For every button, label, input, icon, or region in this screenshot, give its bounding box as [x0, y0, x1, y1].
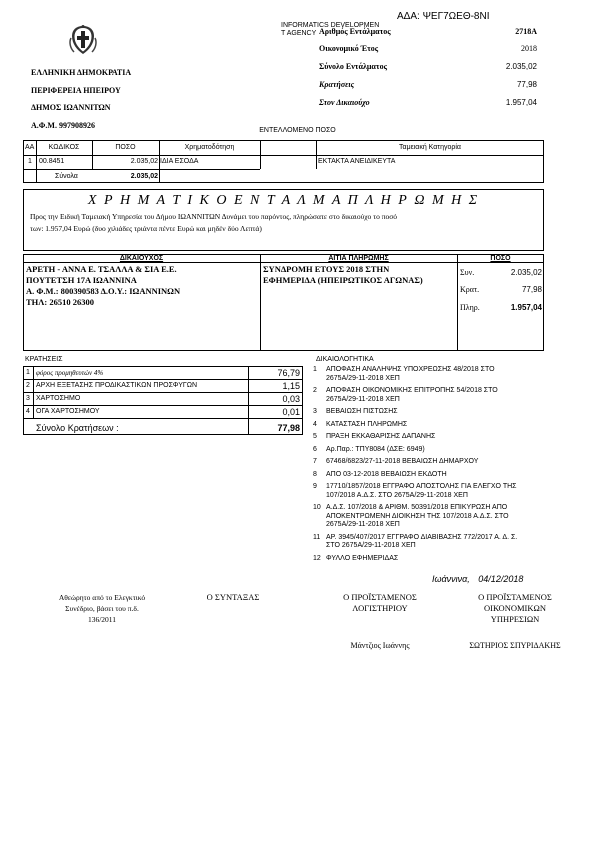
item-line: 17710/1857/2018 ΕΓΓΡΑΦΟ ΑΠΟΣΤΟΛΗΣ ΓΙΑ ΕΛΕΓΧΟ ΤΗΣ: [326, 483, 517, 490]
list-item: [313, 421, 553, 430]
list-item: [313, 433, 553, 442]
beneficiary-tax-id: Α. Φ.Μ.: 800390583 Δ.Ο.Υ.: ΙΩΑΝΝΙΝΩΝ: [26, 286, 181, 296]
item-number: 9: [313, 483, 317, 490]
item-number: 3: [313, 408, 317, 415]
beneficiary-name: ΑΡΕΤΗ - ΑΝΝΑ Ε. ΤΣΑΛΛΑ & ΣΙΑ Ε.Ε.: [26, 264, 177, 274]
place-label: Ιωάννινα,: [432, 574, 470, 584]
item-number: 2: [313, 387, 317, 394]
item-number: 11: [313, 533, 321, 541]
item-number: 8: [313, 470, 317, 478]
item-number: 10: [313, 504, 321, 511]
audit-line: Αθεώρητο από το Ελεγκτικό: [58, 593, 146, 602]
summary-label: Κρατήσεις: [319, 80, 355, 89]
summary-label: Αριθμός Εντάλματος: [319, 27, 391, 36]
cause-details: [263, 264, 423, 286]
row-funding: ΙΔΙΑ ΕΣΟΔΑ: [160, 158, 199, 165]
item-line: Αρ.Παρ.: ΤΠΥ8084 (ΔΣΕ: 6949): [326, 445, 425, 453]
list-item: [313, 504, 553, 530]
deduction-value: 76,79: [277, 368, 300, 378]
list-item: [313, 387, 553, 404]
summary-row: [319, 27, 537, 44]
beneficiary-details: [26, 264, 180, 308]
header-code: ΚΩΔΙΚΟΣ: [48, 144, 80, 151]
summary-label: Οικονομικό Έτος: [319, 44, 379, 53]
table-divider: [33, 366, 34, 418]
row-category: ΕΚΤΑΚΤΑ ΑΝΕΙΔΙΚΕΥΤΑ: [318, 158, 396, 165]
item-line: ΦΥΛΛΟ ΕΦΗΜΕΡΙΔΑΣ: [326, 554, 399, 562]
total-label: Σύνολα: [55, 173, 78, 180]
beneficiary-header: ΔΙΚΑΙΟΥΧΟΣ: [119, 255, 164, 262]
header-aa: ΑΑ: [25, 144, 35, 151]
summary-row: [319, 80, 537, 98]
deductions-total-label: Σύνολο Κρατήσεων :: [36, 423, 119, 433]
deduction-value: 1,15: [282, 381, 300, 391]
list-item: [313, 366, 553, 383]
item-number: 1: [313, 366, 317, 373]
stamp-line-1: INFORMATICS DEVELOPMEN: [281, 22, 380, 29]
payment-order-text-2: των: 1.957,04 Ευρώ (δυο χιλιάδες τριάντα πέντε Ευρώ και μηδέν δύο Λεπτά): [30, 224, 262, 233]
signature-title: ΟΙΚΟΝΟΜΙΚΩΝ: [484, 603, 546, 613]
accounting-head-signature: [310, 592, 450, 614]
ada-code: ΑΔΑ: ΨΕΓ7ΩΕΘ-8ΝΙ: [397, 11, 490, 22]
deduction-number: 3: [26, 395, 30, 402]
item-number: 4: [313, 420, 317, 428]
engagement-caption: ΕΝΤΕΛΛΟΜΕΝΟ ΠΟΣΟ: [259, 127, 336, 134]
amount-row: [460, 303, 542, 321]
amount-label: Πληρ.: [460, 303, 480, 312]
row-aa: 1: [28, 158, 32, 165]
table-divider: [23, 392, 303, 393]
item-line: ΒΕΒΑΙΩΣΗ ΠΙΣΤΩΣΗΣ: [326, 408, 398, 415]
signature-title: ΥΠΗΡΕΣΙΩΝ: [490, 614, 540, 624]
cause-header: ΑΙΤΙΑ ΠΛΗΡΩΜΗΣ: [328, 255, 389, 262]
row-code: 00.8451: [39, 158, 65, 165]
table-divider: [23, 262, 544, 263]
deduction-number: 1: [26, 369, 30, 376]
item-line: ΑΡ. 3945/407/2017 ΕΓΓΡΑΦΟ ΔΙΑΒΙΒΑΣΗΣ 772/2017 Α. Δ. Σ.: [326, 533, 518, 541]
audit-line: 136/2011: [87, 615, 117, 624]
deduction-label: ΑΡΧΗ ΕΞΕΤΑΣΗΣ ΠΡΟΔΙΚΑΣΤΙΚΩΝ ΠΡΟΣΦΥΓΩΝ: [36, 382, 198, 389]
accounting-head-name: Μάντζιος Ιωάννης: [350, 641, 410, 650]
summary-label: Σύνολο Εντάλματος: [319, 62, 387, 71]
issuer-line-3: ΔΗΜΟΣ ΙΩΑΝΝΙΤΩΝ: [31, 103, 111, 112]
summary-row: [319, 98, 537, 116]
header-funding: Χρηματοδότηση: [184, 144, 235, 151]
summary-value: 77,98: [516, 80, 537, 89]
place-date: [432, 574, 523, 584]
stamp-line-2: T AGENCY: [281, 30, 317, 37]
issue-date: 04/12/2018: [478, 574, 524, 584]
item-line: ΑΠΟΦΑΣΗ ΑΝΑΛΗΨΗΣ ΥΠΟΧΡΕΩΣΗΣ 48/2018 ΣΤΟ: [326, 366, 495, 373]
deduction-label: ΧΑΡΤΟΣΗΜΟ: [36, 395, 81, 402]
amount-row: [460, 285, 542, 303]
list-item: [313, 555, 553, 564]
summary-value: 2018: [521, 44, 537, 53]
item-number: 6: [313, 445, 317, 453]
beneficiary-address: ΠΟΥΤΕΤΣΗ 17Α ΙΩΑΝΝΙΝΑ: [26, 275, 137, 285]
issuer-block: [31, 64, 131, 134]
amount-value: 2.035,02: [510, 268, 542, 277]
signature-title: Ο ΠΡΟΪΣΤΑΜΕΝΟΣ: [478, 592, 552, 602]
header-amount: ΠΟΣΟ: [115, 144, 136, 151]
payment-order-text-1: Προς την Ειδική Ταμειακή Υπηρεσία του Δήμου ΙΩΑΝΝΙΤΩΝ Δυνάμει του παρόντος, πληρώσατε στο δικαιούχο το ποσό: [30, 212, 398, 221]
list-item: [313, 458, 553, 467]
list-item: [313, 483, 553, 500]
item-line: 2675Α/29-11-2018 ΧΕΠ: [326, 395, 400, 403]
deductions-caption: ΚΡΑΤΗΣΕΙΣ: [25, 356, 63, 363]
table-divider: [23, 379, 303, 380]
issuer-line-2: ΠΕΡΙΦΕΡΕΙΑ ΗΠΕΙΡΟΥ: [31, 85, 121, 95]
amount-row: [460, 268, 542, 285]
amount-details: [460, 268, 542, 321]
list-item: [313, 471, 553, 480]
item-number: 7: [313, 458, 317, 465]
item-number: 5: [313, 433, 317, 440]
header-category: Ταμειακή Κατηγορία: [399, 144, 461, 151]
finance-head-signature: [445, 592, 585, 625]
summary-row: [319, 62, 537, 80]
item-number: 12: [313, 554, 321, 562]
signature-title: ΛΟΓΙΣΤΗΡΙΟΥ: [352, 603, 408, 613]
table-divider: [457, 254, 458, 351]
documents-list: [313, 366, 553, 567]
table-divider: [23, 418, 303, 419]
deduction-label: ΟΓΑ ΧΑΡΤΟΣΗΜΟΥ: [36, 408, 100, 415]
item-line: 107/2018 Α.Δ.Σ. ΣΤΟ 2675Α/29-11-2018 ΧΕΠ: [326, 491, 468, 499]
item-line: Α.Δ.Σ. 107/2018 & ΑΡΙΘΜ. 50391/2018 ΕΠΙΚΥΡΩΣΗ ΑΠΟ: [326, 504, 508, 511]
audit-line: Συνέδριο, βάσει του π.δ.: [65, 604, 139, 613]
issuer-line-1: ΕΛΛΗΝΙΚΗ ΔΗΜΟΚΡΑΤΙΑ: [31, 68, 132, 77]
item-line: ΠΡΑΞΗ ΕΚΚΑΘΑΡΙΣΗΣ ΔΑΠΑΝΗΣ: [326, 433, 436, 440]
cause-line: ΣΥΝΔΡΟΜΗ ΕΤΟΥΣ 2018 ΣΤΗΝ: [263, 264, 390, 274]
deduction-number: 4: [26, 408, 30, 415]
signature-title: Ο ΠΡΟΪΣΤΑΜΕΝΟΣ: [343, 592, 417, 602]
amount-label: Συν.: [460, 268, 475, 277]
deduction-number: 2: [26, 382, 30, 389]
summary-block: [319, 27, 537, 116]
summary-value: 2.035,02: [505, 62, 537, 71]
audit-note: [22, 592, 182, 625]
deduction-value: 0,03: [282, 394, 300, 404]
deductions-total-value: 77,98: [277, 423, 300, 433]
item-line: ΣΤΟ 2675Α/29-11-2018 ΧΕΠ: [326, 542, 416, 549]
row-amount: 2.035,02: [130, 158, 158, 165]
summary-row: [319, 44, 537, 62]
composer-signature: Ο ΣΥΝΤΑΞΑΣ: [206, 592, 260, 602]
table-divider: [23, 169, 260, 170]
item-line: ΑΠΟ 03-12-2018 ΒΕΒΑΙΩΣΗ ΕΚΔΟΤΗ: [326, 470, 447, 478]
item-line: ΚΑΤΑΣΤΑΣΗ ΠΛΗΡΩΜΗΣ: [326, 420, 408, 428]
table-divider: [23, 405, 303, 406]
table-divider: [260, 254, 261, 351]
issuer-line-4: Α.Φ.Μ. 997908926: [31, 120, 95, 130]
payment-order-title: Χ Ρ Η Μ Α Τ Ι Κ Ο Ε Ν Τ Α Λ Μ Α Π Λ Η Ρ Ω Μ Η Σ: [87, 193, 480, 208]
summary-label: Στον Δικαιούχο: [319, 98, 370, 107]
amount-value: 77,98: [521, 285, 542, 294]
total-value: 2.035,02: [130, 173, 158, 180]
item-line: 2675Α/29-11-2018 ΧΕΠ: [326, 374, 400, 382]
item-line: ΑΠΟΚΕΝΤΡΩΜΕΝΗ ΔΙΟΙΚΗΣΗ ΤΗΣ 107/2018 Α.Δ.Σ. ΣΤΟ: [326, 512, 509, 520]
deduction-label: φόρος προμηθευτών 4%: [36, 369, 104, 377]
list-item: [313, 408, 553, 417]
item-line: ΑΠΟΦΑΣΗ ΟΙΚΟΝΟΜΙΚΗΣ ΕΠΙΤΡΟΠΗΣ 54/2018 ΣΤΟ: [326, 387, 498, 394]
summary-value: 2718Α: [515, 27, 537, 36]
beneficiary-phone: ΤΗΛ: 26510 26300: [26, 297, 94, 307]
finance-head-name: ΣΩΤΗΡΙΟΣ ΣΠΥΡΙΔΑΚΗΣ: [469, 641, 561, 650]
list-item: [313, 446, 553, 455]
cause-line: ΕΦΗΜΕΡΙΔΑ (ΗΠΕΙΡΩΤΙΚΟΣ ΑΓΩΝΑΣ): [263, 275, 423, 285]
summary-value: 1.957,04: [505, 98, 537, 107]
documents-caption: ΔΙΚΑΙΟΛΟΓΗΤΙΚΑ: [316, 356, 374, 363]
item-line: 67468/6823/27-11-2018 ΒΕΒΑΙΩΣΗ ΔΗΜΑΡΧΟΥ: [326, 458, 479, 465]
list-item: [313, 534, 553, 551]
deduction-value: 0,01: [282, 407, 300, 417]
item-line: 2675Α/29-11-2018 ΧΕΠ: [326, 521, 400, 528]
amount-header: ΠΟΣΟ: [490, 255, 511, 262]
coat-of-arms-icon: [68, 24, 98, 56]
amount-label: Κρατ.: [460, 285, 480, 294]
table-divider: [260, 140, 261, 169]
amount-value: 1.957,04: [510, 303, 542, 312]
table-divider: [23, 155, 544, 156]
